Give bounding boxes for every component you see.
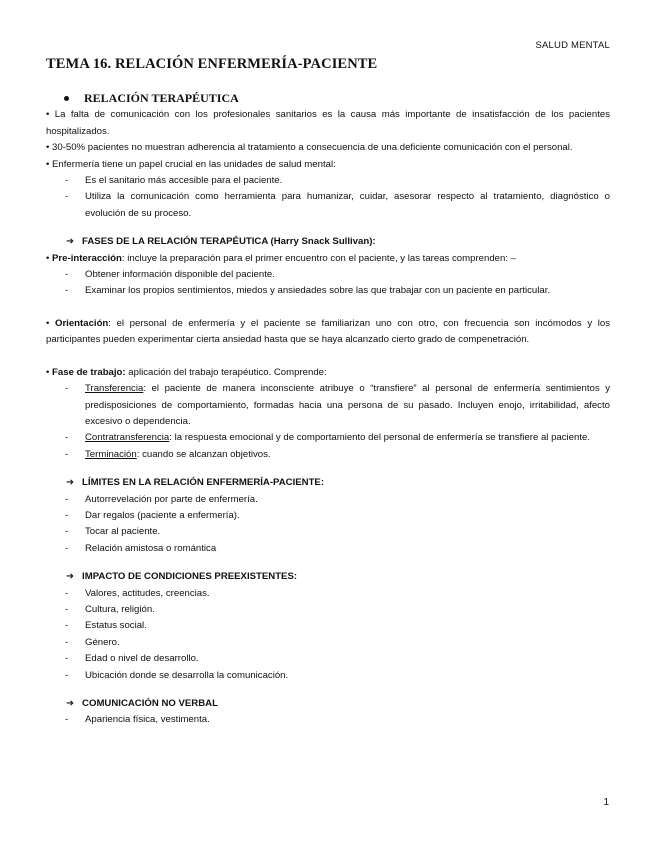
list-item: - Terminación: cuando se alcanzan objetivos.: [46, 447, 610, 463]
list-item: - Transferencia: el paciente de manera inconsciente atribuye o “transfiere” al personal de enfermería sentimientos y predisposiciones de comportamiento, formadas hacia una persona de su pasado. Incluyen enojo, irritabilidad, afecto excesivo o dependencia.: [65, 383, 610, 427]
list-item: - Dar regalos (paciente a enfermería).: [46, 508, 610, 524]
arrow-right-icon: ➔: [66, 477, 75, 489]
dash-icon: -: [65, 542, 69, 554]
paragraph-pre-interaccion: • Pre-interacción: incluye la preparación para el primer encuentro con el paciente, y las tareas comprenden: –: [46, 252, 516, 264]
bullet-dot-icon: [64, 96, 69, 101]
dash-icon: -: [65, 191, 69, 203]
dash-icon: -: [65, 285, 69, 297]
dash-icon: -: [65, 526, 69, 538]
paragraph: • La falta de comunicación con los profesionales sanitarios es la causa más importante de insatisfacción de los pacientes hospitalizados.: [46, 109, 610, 137]
spacer: [46, 349, 610, 365]
list-item: - Ubicación donde se desarrolla la comunicación.: [46, 668, 610, 684]
list-item: - Autorrevelación por parte de enfermería.: [46, 492, 610, 508]
dash-list: [46, 492, 610, 558]
dash-icon: -: [65, 653, 69, 665]
list-item: - Examinar los propios sentimientos, miedos y ansiedades sobre las que trabajar con un paciente en particular.: [46, 283, 610, 299]
list-item: - Contratransferencia: la respuesta emocional y de comportamiento del personal de enfermería se transfiere al paciente.: [46, 430, 610, 446]
subheading-comunicacion-no-verbal: ➔ COMUNICACIÓN NO VERBAL: [46, 696, 610, 712]
term-underlined: Terminación: [85, 448, 137, 460]
dash-icon: -: [65, 432, 69, 444]
dash-icon: -: [65, 493, 69, 505]
dash-list: [46, 586, 610, 684]
term-underlined: Contratransferencia: [85, 432, 170, 444]
dash-list: [46, 173, 610, 222]
term-underlined: Transferencia: [85, 383, 144, 395]
term-label: Pre-interacción: [52, 252, 122, 264]
dash-icon: -: [65, 669, 69, 681]
dash-icon: -: [65, 175, 69, 187]
dash-icon: -: [65, 714, 69, 726]
subheading-limites: ➔ LÍMITES EN LA RELACIÓN ENFERMERÍA-PACIENTE:: [46, 475, 610, 491]
dash-icon: -: [65, 636, 69, 648]
list-item: - Valores, actitudes, creencias.: [46, 586, 610, 602]
dash-list: [46, 267, 610, 300]
paragraph-fase-trabajo: • Fase de trabajo: aplicación del trabajo terapéutico. Comprende:: [46, 366, 327, 378]
running-header: SALUD MENTAL: [535, 40, 610, 51]
dash-icon: -: [65, 509, 69, 521]
dash-icon: -: [65, 269, 69, 281]
dash-icon: -: [65, 603, 69, 615]
dash-icon: -: [65, 448, 69, 460]
dash-list: [46, 381, 610, 463]
subheading-impacto: ➔ IMPACTO DE CONDICIONES PREEXISTENTES:: [46, 569, 610, 585]
arrow-right-icon: ➔: [66, 571, 75, 583]
dash-icon: -: [65, 383, 69, 395]
section-heading-relacion-terapeutica: [46, 90, 610, 106]
paragraph-orientacion: • Orientación: el personal de enfermería y el paciente se familiarizan uno con otro, con frecuencia son incómodos y los participantes pueden experimentar cierta ansiedad hasta que se haya alcanzado cierto grado de compenetración.: [46, 317, 610, 346]
arrow-right-icon: ➔: [66, 236, 75, 248]
section-heading-text: RELACIÓN TERAPÉUTICA: [84, 91, 239, 105]
list-item: - Género.: [46, 635, 610, 651]
spacer: [46, 300, 610, 316]
list-item: - Utiliza la comunicación como herramienta para humanizar, cuidar, asesorar respecto al tratamiento, diagnóstico o evolución de su proceso.: [65, 191, 610, 219]
list-item: - Obtener información disponible del paciente.: [46, 267, 610, 283]
dash-icon: -: [65, 587, 69, 599]
subheading-fases: ➔ FASES DE LA RELACIÓN TERAPÉUTICA (Harry Snack Sullivan):: [46, 234, 610, 250]
page-title: TEMA 16. RELACIÓN ENFERMERÍA-PACIENTE: [46, 56, 378, 72]
page-number: 1: [603, 797, 609, 808]
paragraph: • Enfermería tiene un papel crucial en las unidades de salud mental:: [46, 158, 336, 170]
arrow-right-icon: ➔: [66, 698, 75, 709]
dash-list: [46, 712, 610, 728]
list-item: - Edad o nivel de desarrollo.: [46, 651, 610, 667]
paragraph: • 30-50% pacientes no muestran adherencia al tratamiento a consecuencia de una deficiente comunicación con el personal.: [46, 142, 573, 154]
list-item: - Estatus social.: [46, 618, 610, 634]
dash-icon: -: [65, 620, 69, 632]
term-label: Fase de trabajo:: [52, 366, 126, 378]
document-body: [46, 90, 610, 729]
list-item: - Relación amistosa o romántica: [46, 541, 610, 557]
list-item: - Es el sanitario más accesible para el paciente.: [46, 173, 610, 189]
list-item: - Tocar al paciente.: [46, 524, 610, 540]
list-item: - Cultura, religión.: [46, 602, 610, 618]
list-item: - Apariencia física, vestimenta.: [46, 712, 610, 728]
term-label: Orientación: [54, 317, 109, 329]
